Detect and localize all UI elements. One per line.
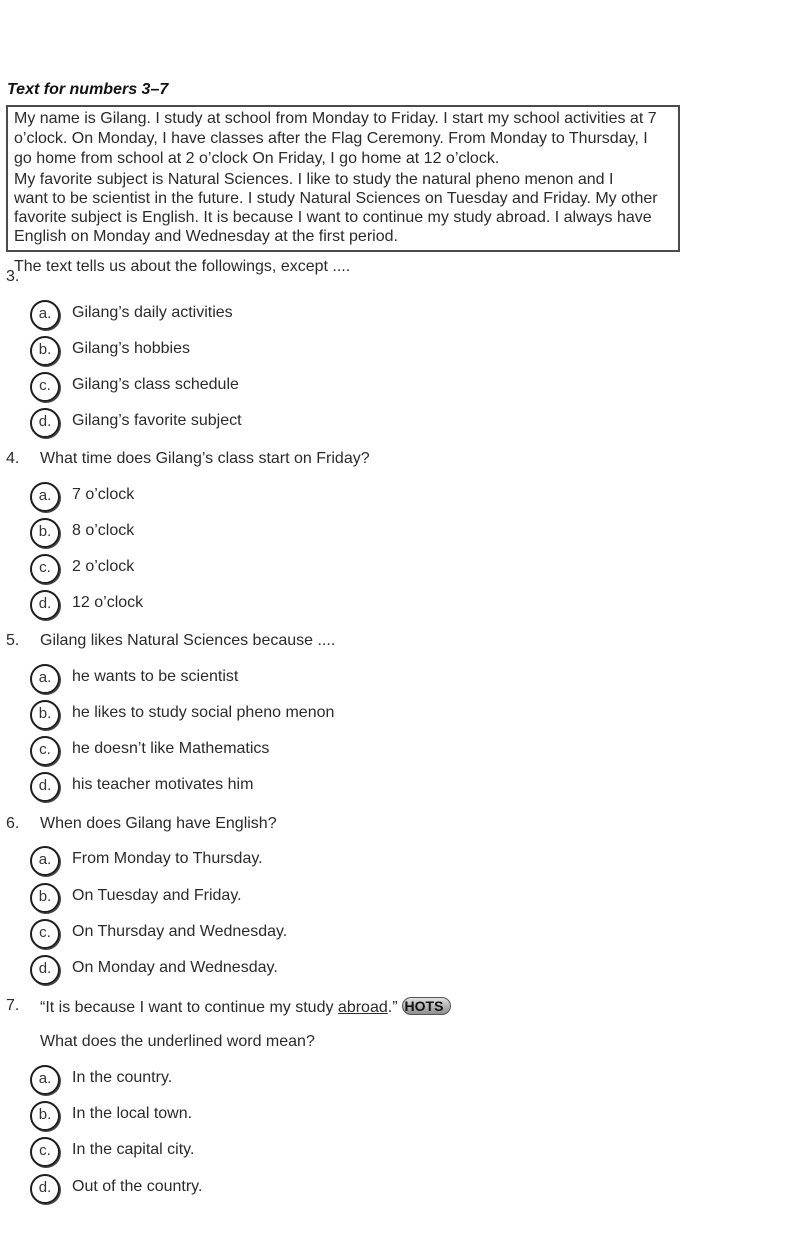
- option-text: Out of the country.: [72, 1178, 203, 1195]
- option-text: his teacher motivates him: [72, 776, 254, 793]
- option-letter-circle: b.: [30, 883, 60, 913]
- option-text: Gilang’s hobbies: [72, 340, 191, 357]
- option-text: On Tuesday and Friday.: [72, 887, 242, 904]
- quote-text: “It is because I want to continue my study: [40, 999, 338, 1016]
- question-text: What time does Gilang’s class start on Friday?: [40, 450, 370, 467]
- option-text: On Thursday and Wednesday.: [72, 923, 288, 940]
- option-letter-circle: d.: [30, 772, 60, 802]
- question-text: The text tells us about the followings, except ....: [14, 258, 351, 275]
- option-letter-circle: b.: [30, 518, 60, 548]
- option-text: Gilang’s class schedule: [72, 376, 239, 393]
- option-text: On Monday and Wednesday.: [72, 959, 278, 976]
- question-text: When does Gilang have English?: [40, 815, 277, 832]
- section-heading: Text for numbers 3–7: [7, 81, 169, 98]
- hots-badge: HOTS: [402, 997, 452, 1015]
- option-letter-circle: c.: [30, 554, 60, 584]
- passage-line: favorite subject is English. It is because I want to continue my study abroad. I always have: [14, 209, 652, 226]
- question-text: Gilang likes Natural Sciences because ....: [40, 632, 336, 649]
- option-letter-circle: d.: [30, 590, 60, 620]
- option-text: In the capital city.: [72, 1141, 195, 1158]
- option-letter-circle: d.: [30, 955, 60, 985]
- question-number: 7.: [6, 997, 20, 1014]
- option-letter-circle: b.: [30, 336, 60, 366]
- option-text: he wants to be scientist: [72, 668, 239, 685]
- option-letter-circle: a.: [30, 1065, 60, 1095]
- passage-line: o’clock. On Monday, I have classes after the Flag Ceremony. From Monday to Thursday, I: [14, 130, 648, 147]
- option-text: 12 o’clock: [72, 594, 144, 611]
- question-text: What does the underlined word mean?: [40, 1033, 315, 1050]
- quote-end: .”: [387, 999, 398, 1016]
- option-text: In the country.: [72, 1069, 173, 1086]
- option-text: Gilang’s daily activities: [72, 304, 233, 321]
- option-letter-circle: c.: [30, 919, 60, 949]
- passage-line: English on Monday and Wednesday at the first period.: [14, 228, 398, 245]
- passage-line: My favorite subject is Natural Sciences. I like to study the natural pheno menon and I: [14, 171, 614, 188]
- underlined-word: abroad: [337, 999, 388, 1016]
- option-letter-circle: c.: [30, 372, 60, 402]
- option-letter-circle: b.: [30, 1101, 60, 1131]
- option-text: 7 o’clock: [72, 486, 135, 503]
- option-text: 8 o’clock: [72, 522, 135, 539]
- question-number: 4.: [6, 450, 20, 467]
- option-text: he doesn’t like Mathematics: [72, 740, 270, 757]
- passage-line: want to be scientist in the future. I study Natural Sciences on Tuesday and Friday. My other: [14, 190, 658, 207]
- option-letter-circle: c.: [30, 1137, 60, 1167]
- question-number: 6.: [6, 815, 20, 832]
- option-letter-circle: a.: [30, 664, 60, 694]
- option-text: he likes to study social pheno menon: [72, 704, 335, 721]
- quoted-sentence: [40, 997, 451, 1017]
- option-text: Gilang’s favorite subject: [72, 412, 242, 429]
- option-letter-circle: a.: [30, 482, 60, 512]
- option-letter-circle: d.: [30, 408, 60, 438]
- option-letter-circle: d.: [30, 1174, 60, 1204]
- option-text: From Monday to Thursday.: [72, 850, 263, 867]
- option-text: In the local town.: [72, 1105, 193, 1122]
- question-number: 5.: [6, 632, 20, 649]
- option-letter-circle: a.: [30, 300, 60, 330]
- question-number: 3.: [6, 268, 20, 285]
- option-text: 2 o’clock: [72, 558, 135, 575]
- option-letter-circle: c.: [30, 736, 60, 766]
- option-letter-circle: a.: [30, 846, 60, 876]
- passage-line: go home from school at 2 o’clock On Friday, I go home at 12 o’clock.: [14, 150, 500, 167]
- option-letter-circle: b.: [30, 700, 60, 730]
- passage-line: My name is Gilang. I study at school from Monday to Friday. I start my school activities at 7: [14, 110, 657, 127]
